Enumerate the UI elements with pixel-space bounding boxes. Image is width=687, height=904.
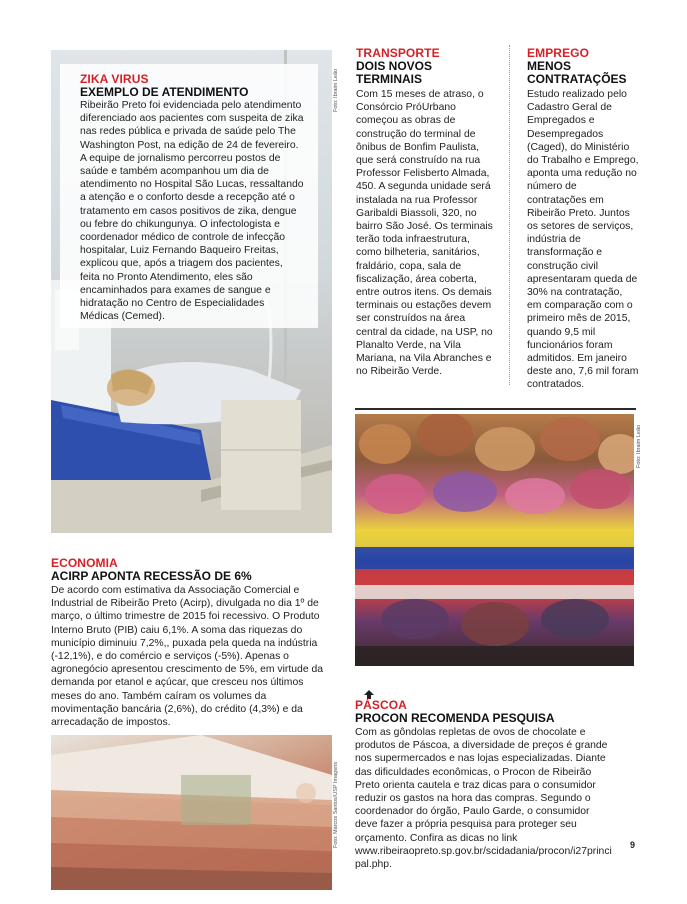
zika-body: Ribeirão Preto foi evidenciada pelo atendimento diferenciado aos pacientes com suspeita de zika nas redes pública e privada de saúde pelo The Washington Post, na edição de 24 de fevereiro. A equipe de jornalismo percorreu postos de saúde e também acompanhou um dia de atendimento no Hospital São Lucas, ressaltando a atenção e o conforto desde a recepção até o tratamento em casos positivos de zika, dengue ou febre do chikungunya. O infectologista e coordenador médico de controle de infecção hospitalar, Luiz Fernando Baqueiro Freitas, explicou que, após a triagem dos pacientes, feita no Pronto Atendimento, eles são encaminhados para exames de sangue e hidratação no Centro de Especialidades Médicas (Cemed). (80, 100, 304, 323)
banknotes-illustration (51, 735, 332, 890)
transporte-body: Com 15 meses de atraso, o Consórcio PróUrbano começou as obras de construção do terminal de ônibus de Bonfim Paulista, que será construído na rua Professor Felisberto Almada, 450. A segunda unidade será instalada na rua Professor Garibaldi Biassoli, 320, no bairro São José. Os terminais terão toda infraestrutura, como bilheteria, sanitários, fraldário, copa, sala de fiscalização, área coberta, entre outros itens. Os demais terminais ou estações devem ser construídos na área central da cidade, na USP, no Planalto Verde, na Vila Mariana, na Vila Abranches e no Ribeirão Verde. (356, 89, 493, 378)
transporte-kicker: TRANSPORTE (356, 46, 440, 60)
economia-kicker: ECONOMIA (51, 556, 118, 570)
easter-eggs-illustration (355, 414, 634, 666)
economia-photo-credit: Foto: Marcos Santos/USP Imagens (333, 761, 339, 848)
zika-photo-credit: Foto: Ibraim Leão (333, 68, 339, 112)
pascoa-body: Com as gôndolas repletas de ovos de chocolate e produtos de Páscoa, a diversidade de preços é grande nos supermercados e nas lojas especializadas. Diante das dificuldades econômicas, o Procon de Ribeirão Preto orienta cautela e traz dicas para o consumidor reduzir os gastos na hora das compras. Segundo o coordenador do órgão, Paulo Garde, o consumidor deve fazer a própria pesquisa para proteger seu orçamento. Confira as dicas no link www.ribeiraopreto.sp.gov.br/scidadania/procon/i27principal.php. (355, 727, 612, 871)
zika-kicker: ZIKA VIRUS (80, 72, 149, 86)
emprego-kicker: EMPREGO (527, 46, 590, 60)
pascoa-kicker: PÁSCOA (355, 698, 407, 712)
pascoa-top-rule (355, 408, 636, 410)
column-divider (509, 45, 510, 385)
page-number: 9 (630, 840, 636, 850)
transporte-headline: DOIS NOVOS TERMINAIS (356, 59, 433, 86)
money-banknotes-photo (51, 735, 332, 890)
emprego-headline: MENOS CONTRATAÇÕES (527, 59, 627, 86)
pascoa-headline: PROCON RECOMENDA PESQUISA (355, 711, 555, 725)
economia-headline: ACIRP APONTA RECESSÃO DE 6% (51, 569, 252, 583)
zika-headline: EXEMPLO DE ATENDIMENTO (80, 85, 249, 99)
emprego-body: Estudo realizado pelo Cadastro Geral de Empregados e Desempregados (Caged), do Ministério do Trabalho e Emprego, aponta uma redução no número de contratações em Ribeirão Preto. Juntos os setores de serviços, indústria de transformação e construção civil apresentaram queda de 30% na contratação, em comparação com o primeiro mês de 2015, quando 9,5 mil funcionários foram admitidos. Em janeiro deste ano, 7,6 mil foram contratados. (527, 89, 639, 391)
pascoa-photo-credit: Foto: Ibraim Leão (636, 424, 642, 468)
easter-eggs-photo (355, 414, 634, 666)
economia-body: De acordo com estimativa da Associação Comercial e Industrial de Ribeirão Preto (Acirp), divulgada no dia 1º de março, o último trimestre de 2015 foi recessivo. O Produto Interno Bruto (PIB) caiu 6,1%. A soma das riquezas do município diminuiu 7,2%,, puxada pela queda na indústria (-12,1%), e do comércio e serviços (-5%). Apenas o agronegócio apresentou crescimento de 5%, em virtude da demanda por etanol e açúcar, que cresceu nos últimos meses do ano. Também caíram os volumes da movimentação bancária (2,6%), do crédito (4,3%) e da arrecadação de impostos. (51, 585, 324, 729)
